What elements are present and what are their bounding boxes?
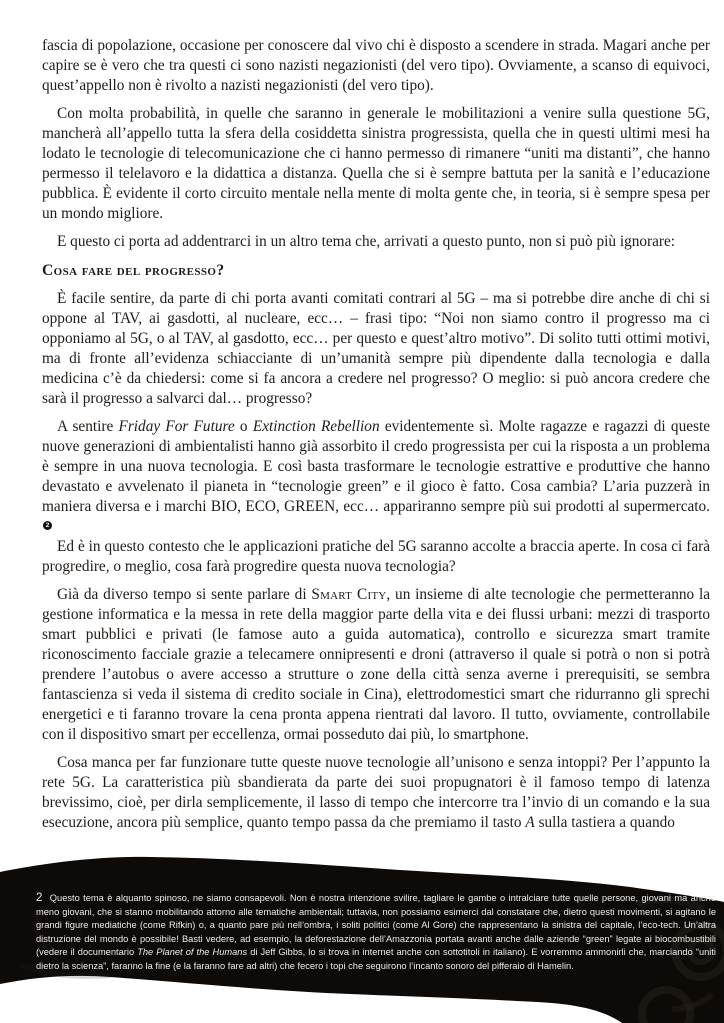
text-segment: di Jeff Gibbs, lo si trova in internet anche con sottotitoli in italiano). E vorremmo ammonirli che, marciando “uniti dietro la scienza”, faranno la fine (e la faranno fare ad altri) che fecero i topi che seguirono l’incanto sonoro del pifferaio di Hamelin. — [36, 947, 716, 971]
text-segment: E questo ci porta ad addentrarci in un altro tema che, arrivati a questo punto, non si può più ignorare: — [57, 233, 676, 250]
text-segment: A sentire — [57, 418, 119, 435]
section-heading: Cosa fare del progresso? — [42, 262, 225, 279]
text-segment: Smart City — [311, 586, 387, 603]
text-segment: Extinction Rebellion — [252, 418, 380, 435]
text-segment: o — [234, 418, 253, 435]
text-segment: fascia di popolazione, occasione per conoscere dal vivo chi è disposto a scendere in strada. Magari anche per capire se è vero che tra questi ci sono nazisti negazionisti (del vero tipo). Ovviamente, a scanso di equivoci, quest’appello non è rivolto a nazisti negazionisti (del vero tipo). — [42, 37, 710, 94]
text-segment: sulla tastiera a quando — [534, 814, 675, 831]
footnote-2 — [36, 892, 716, 973]
text-segment: Già da diverso tempo si sente parlare di — [57, 586, 312, 603]
footnote-2-text — [36, 893, 716, 971]
text-segment: Con molta probabilità, in quelle che saranno in generale le mobilitazioni a venire sulla questione 5G, mancherà all’appello tutta la sfera della cosiddetta sinistra progressista, quella che in questi ultimi mesi ha lodato le tecnologie di telecomunicazione che ci hanno permesso di rimanere “uniti ma distanti”, che hanno permesso il telelavoro e la didattica a distanza. Quella che si è sempre battuta per la sanità e l’educazione pubblica. È evidente il corto circuito mentale nella mente di molta gente che, in teoria, si è sempre spesa per un mondo migliore. — [42, 105, 710, 222]
footnote-marker: 2 — [43, 521, 52, 530]
text-segment: Ed è in questo contesto che le applicazioni pratiche del 5G saranno accolte a braccia aperte. In cosa ci farà progredire, o meglio, cosa farà progredire questa nuova tecnologia? — [42, 538, 710, 575]
footnote-number: 2 — [36, 892, 43, 904]
text-segment: A — [525, 814, 535, 831]
text-segment: È facile sentire, da parte di chi porta avanti comitati contrari al 5G – ma si potrebbe dire anche di chi si oppone al TAV, ai gasdotti, al nucleare, ecc… – frasi tipo: “Noi non siamo contro il progresso ma ci opponiamo al 5G, o al TAV, al gasdotto, ecc… per questo e quest’altro motivo”. Di solito tutti ottimi motivi, ma di fronte all’evidenza schiacciante di un’umanità sempre più dipendente dalla tecnologia e dalla medicina c’è da chiedersi: come si fa ancora a credere nel progresso? O meglio: si può ancora credere che sarà il progresso a salvarci dal… progresso? — [42, 290, 710, 407]
text-segment: Questo tema è alquanto spinoso, ne siamo consapevoli. Non è nostra intenzione svilire, tagliare le gambe o intralciare tutte quelle persone, giovani ma anche meno giovani, che si stanno mobilitando attorno alle tematiche ambientali; tuttavia, non possiamo esimerci dal constatare che, dietro questi movimenti, si agitano le grandi figure mediatiche (come Rifkin) o, a quanto pare più nell’ombra, i soliti politici (come Al Gore) che rappresentano la sinistra del capitale, l’eco-tech. Un’altra distruzione del mondo è possibile! Basti vedere, ad esempio, la deforestazione dell’Amazzonia portata avanti anche dalle aziende “green” legate ai biocombustibili (vedere il documentario — [36, 893, 716, 957]
text-segment: , un insieme di alte tecnologie che permetteranno la gestione informatica e la messa in rete della maggior parte della vita e dei flussi urbani: mezzi di trasporto smart pubblici e privati (le famose auto a guida automatica), controllo e sicurezza smart tramite riconoscimento facciale grazie a telecamere onnipresenti e droni (attraverso il quale si potrà o non si potrà prendere l’autobus o avere accesso a strutture o zone della città senza averne i prerequisiti, se sembra fantascienza si veda il sistema di credito sociale in Cina), elettrodomestici smart che ridurranno gli sprechi energetici e ti faranno trovare la cena pronta appena rientrati dal lavoro. Il tutto, ovviamente, controllabile con il dispositivo smart per eccellenza, ormai posseduto dai più, lo smartphone. — [42, 586, 711, 743]
text-segment: Friday For Future — [118, 418, 235, 435]
text-segment: The Planet of the Humans — [137, 947, 248, 957]
text-segment: Cosa manca per far funzionare tutte queste nuove tecnologie all’unisono e senza intoppi? Per l’appunto la rete 5G. La caratteristica più sbandierata da parte dei suoi propugnatori è il famoso tempo di latenza brevissimo, cioè, per dirla semplicemente, il lasso di tempo che intercorre tra l’invio di un comando e la sua esecuzione, ancora più semplice, quanto tempo passa da che premiamo il tasto — [42, 754, 710, 831]
text-segment: evidentemente sì. Molte ragazze e ragazzi di queste nuove generazioni di ambientalisti hanno già assorbito il credo progressista per cui la risposta a un problema è sempre in una nuova tecnologia. E così basta trasformare le tecnologie estrattive e produttive che hanno devastato e avvelenato il pianeta in “tecnologie green” e il gioco è fatto. Cosa cambia? L’aria puzzerà in maniera diversa e i marchi BIO, ECO, GREEN, ecc… appariranno sempre più sui prodotti al supermercato. — [42, 418, 711, 515]
